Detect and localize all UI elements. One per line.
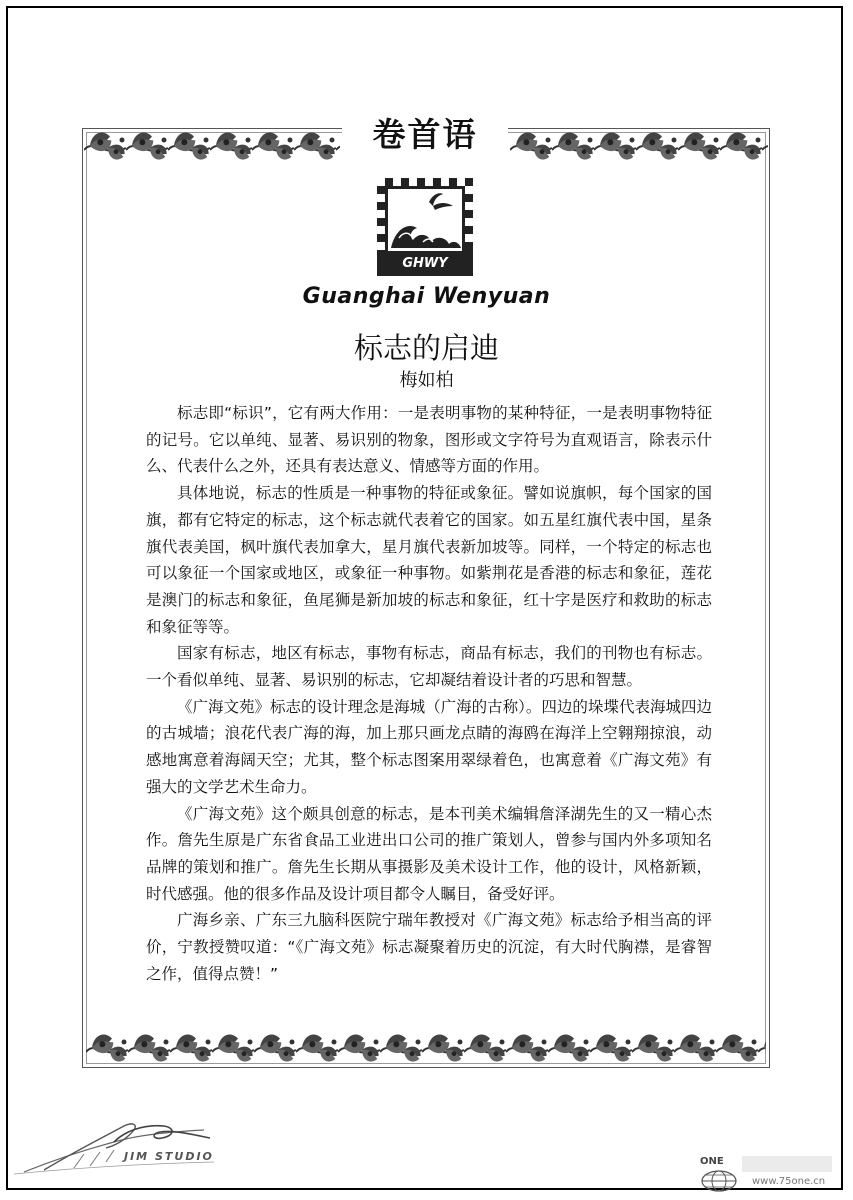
ghwy-logo: [377, 178, 473, 276]
studio-signature: [14, 1112, 244, 1178]
vine-pattern: [84, 128, 340, 164]
paragraph: 广海乡亲、广东三九脑科医院宁瑞年教授对《广海文苑》标志给予相当高的评价，宁教授赞叹道：“《广海文苑》标志凝聚着历史的沉淀，有大时代胸襟，是睿智之作，值得点赞！”: [146, 911, 712, 983]
paragraph: 《广海文苑》这个颇具创意的标志，是本刊美术编辑詹泽湖先生的又一精心杰作。詹先生原是广东省食品工业进出口公司的推广策划人，曾参与国内外多项知名品牌的策划和推广。詹先生长期从事摄影及美术设计工作，他的设计，风格新颖，时代感强。他的很多作品及设计项目都令人瞩目，备受好评。: [146, 804, 712, 903]
watermark-brand: ONE: [700, 1156, 724, 1167]
paragraph: 具体地说，标志的性质是一种事物的特征或象征。譬如说旗帜，每个国家的国旗，都有它特定的标志，这个标志就代表着它的国家。如五星红旗代表中国，星条旗代表美国，枫叶旗代表加拿大，星月旗代表新加坡等。同样，一个特定的标志也可以象征一个国家或地区，或象征一种事物。如紫荆花是香港的标志和象征，莲花是澳门的标志和象征，鱼尾狮是新加坡的标志和象征，红十字是医疗和救助的标志和象征等等。: [146, 484, 712, 636]
article-body: [146, 400, 712, 987]
top-right-vine: [510, 128, 768, 164]
vine-pattern: [510, 128, 768, 164]
vine-pattern: [86, 1030, 766, 1066]
paragraph: 《广海文苑》标志的设计理念是海城（广海的古称）。四边的垛堞代表海城四边的古城墙；浪花代表广海的海，加上那只画龙点睛的海鸥在海洋上空翱翔掠浪，动感地寓意着海阔天空；尤其，整个标志图案用翠绿着色，也寓意着《广海文苑》有强大的文学艺术生命力。: [146, 697, 712, 796]
watermark-blur: [742, 1156, 832, 1172]
signature-icon: [14, 1112, 244, 1178]
page-heading: 卷首语: [342, 110, 508, 160]
brand-name: Guanghai Wenyuan: [302, 284, 551, 309]
globe-icon-shape: [700, 1170, 738, 1192]
watermark-site: www.75one.cn: [752, 1176, 826, 1187]
paragraph: 国家有标志，地区有标志，事物有标志，商品有标志，我们的刊物也有标志。一个看似单纯、显著、易识别的标志，它却凝结着设计者的巧思和智慧。: [146, 644, 712, 690]
article-title: 标志的启迪: [353, 331, 499, 365]
article-author: 梅如柏: [399, 370, 454, 391]
paragraph: 标志即“标识”，它有两大作用：一是表明事物的某种特征，一是表明事物特征的记号。它以单纯、显著、易识别的物象，图形或文字符号为直观语言，除表示什么、代表什么之外，还具有表达意义、情感等方面的作用。: [146, 404, 712, 476]
bottom-vine: [86, 1030, 766, 1066]
globe-icon: [700, 1170, 738, 1192]
seagull-wave-stamp-icon: [377, 178, 473, 276]
top-left-vine: [84, 128, 340, 164]
studio-label: JIM STUDIO: [124, 1150, 214, 1163]
logo-text: GHWY: [402, 256, 448, 271]
